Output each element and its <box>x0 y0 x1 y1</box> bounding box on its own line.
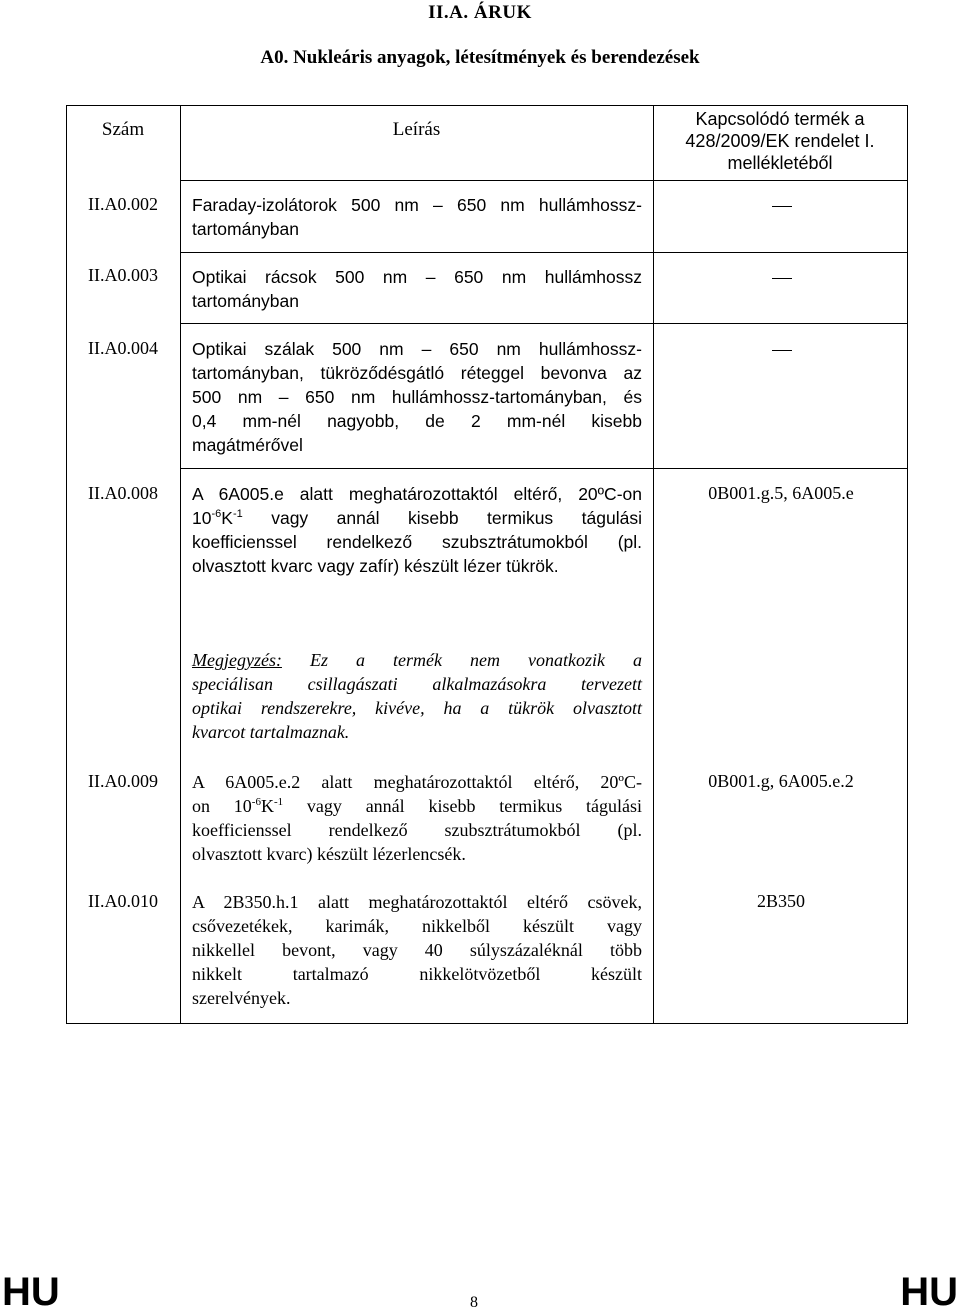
text-fragment: vagy annál kisebb termikus tágulási <box>283 796 643 816</box>
column-header-related-line: mellékletéből <box>727 153 833 173</box>
description-line: csővezetékek, karimák, nikkelből készült vagy <box>192 916 642 936</box>
description-line: magátmérővel <box>192 435 303 455</box>
row-description <box>192 482 642 578</box>
column-divider-2 <box>653 105 654 1023</box>
related-products: 0B001.g, 6A005.e.2 <box>708 771 854 791</box>
superscript: -6 <box>251 796 261 808</box>
footer-language-code-left: HU <box>2 1270 60 1314</box>
related-products: 0B001.g.5, 6A005.e <box>708 483 854 503</box>
column-header-related <box>653 108 907 174</box>
description-line: koefficienssel rendelkező szubsztrátumokból (pl. <box>192 820 642 840</box>
text-fragment: K <box>260 796 274 816</box>
row-description <box>192 265 642 313</box>
row-divider <box>180 252 908 253</box>
description-line: Optikai szálak 500 nm – 650 nm hullámhossz- <box>192 339 642 359</box>
table-border-right <box>907 105 908 1023</box>
description-line: szerelvények. <box>192 988 291 1008</box>
text-fragment: K <box>221 508 233 528</box>
description-line <box>192 794 642 818</box>
row-number: II.A0.010 <box>88 891 158 911</box>
row-number: II.A0.004 <box>88 338 158 358</box>
description-line: A 2B350.h.1 alatt meghatározottaktól eltérő csövek, <box>192 892 642 912</box>
row-description <box>192 770 642 866</box>
footer-language-code-right: HU <box>900 1270 958 1314</box>
description-line: tartományban <box>192 291 300 311</box>
description-line: tartományban <box>192 219 300 239</box>
related-products: 2B350 <box>756 891 805 911</box>
header-divider <box>180 180 908 181</box>
row-number: II.A0.008 <box>88 483 158 503</box>
text-fragment: Ez a termék nem vonatkozik a <box>281 650 642 670</box>
page-number: 8 <box>470 1294 478 1311</box>
table-border-bottom <box>66 1023 908 1024</box>
row-description <box>192 337 642 457</box>
row-divider <box>180 468 908 469</box>
description-line: koefficienssel rendelkező szubsztrátumokból (pl. <box>192 532 642 552</box>
description-line: tartományban, tükröződésgátló réteggel bevonva az <box>192 363 642 383</box>
note-line <box>192 648 642 672</box>
row-number: II.A0.009 <box>88 771 158 791</box>
related-dash <box>772 350 792 351</box>
row-number: II.A0.003 <box>88 265 158 285</box>
page-subtitle: A0. Nukleáris anyagok, létesítmények és berendezések <box>260 47 700 68</box>
description-line: 0,4 mm-nél nagyobb, de 2 mm-nél kisebb <box>192 411 642 431</box>
column-header-related-line: Kapcsolódó termék a <box>695 109 865 129</box>
note-line: optikai rendszerekre, kivéve, ha a tükrök olvasztott <box>192 698 642 718</box>
superscript: -1 <box>232 508 243 520</box>
table-border-left <box>66 105 67 1023</box>
description-line <box>192 506 642 530</box>
related-dash <box>772 206 792 207</box>
text-fragment: vagy annál kisebb termikus tágulási <box>242 508 642 528</box>
row-description <box>192 890 642 1010</box>
description-line: nikkellel bevont, vagy 40 súlyszázaléknál több <box>192 940 642 960</box>
table-border-top <box>66 105 908 106</box>
note <box>192 648 642 744</box>
description-line: A 6A005.e.2 alatt meghatározottaktól eltérő, 20ºC- <box>192 772 642 792</box>
column-header-related-line: 428/2009/EK rendelet I. <box>685 131 875 151</box>
column-divider-1 <box>180 105 181 1023</box>
column-header-number: Szám <box>101 119 145 140</box>
row-divider <box>180 323 908 324</box>
superscript: -1 <box>273 796 284 808</box>
note-line: speciálisan csillagászati alkalmazásokra tervezett <box>192 674 642 694</box>
column-header-description: Leírás <box>392 119 441 140</box>
description-line: 500 nm – 650 nm hullámhossz-tartományban, és <box>192 387 642 407</box>
section-title: II.A. ÁRUK <box>428 2 532 23</box>
text-fragment: 10 <box>192 508 212 528</box>
description-line: nikkelt tartalmazó nikkelötvözetből készült <box>192 964 642 984</box>
description-line: olvasztott kvarc) készült lézerlencsék. <box>192 844 466 864</box>
note-line: kvarcot tartalmaznak. <box>192 722 350 742</box>
description-line: olvasztott kvarc vagy zafír) készült lézer tükrök. <box>192 556 559 576</box>
text-fragment: on 10 <box>192 796 252 816</box>
description-line: A 6A005.e alatt meghatározottaktól eltérő, 20ºC-on <box>192 484 642 504</box>
description-line: Optikai rácsok 500 nm – 650 nm hullámhossz <box>192 267 642 287</box>
row-description <box>192 193 642 241</box>
note-label: Megjegyzés: <box>192 650 282 670</box>
description-line: Faraday-izolátorok 500 nm – 650 nm hullámhossz- <box>192 195 642 215</box>
related-dash <box>772 278 792 279</box>
row-number: II.A0.002 <box>88 194 158 214</box>
superscript: -6 <box>211 508 222 520</box>
